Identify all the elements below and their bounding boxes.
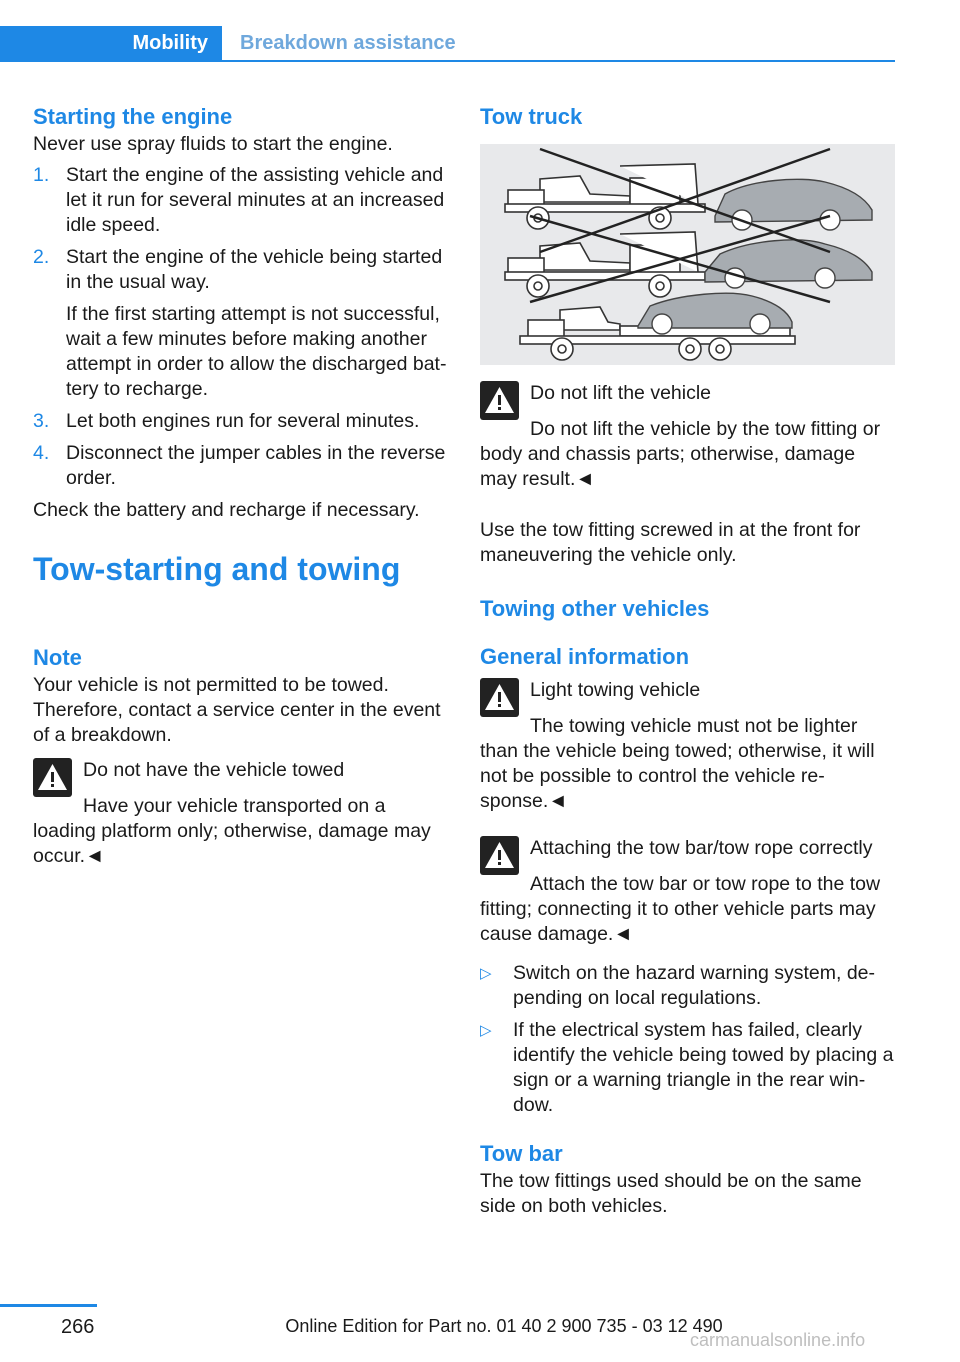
starting-intro: Never use spray fluids to start the engine. [33,133,393,155]
warning-triangle-icon [480,678,519,717]
warning-triangle-icon [480,836,519,875]
tow-bar-text: The tow fittings used should be on the same side on both vehicles. [480,1170,862,1217]
step-text: Start the engine of the assisting vehicle and let it run for several minutes at an increased idle speed. [66,164,445,236]
warning-do-not-lift [480,381,896,492]
warning-body: The towing vehicle must not be lighter than the vehicle being towed; otherwise, it will not be possible to control the vehicle re‐sponse.◄ [480,715,875,812]
warning-title: Light towing vehicle [530,679,701,701]
step-text: If the first starting attempt is not successful, wait a few minutes before making another attempt in order to allow the discharged bat‐tery to recharge. [66,303,447,400]
tow-truck-illustration [480,144,895,365]
warning-triangle-icon [480,381,519,420]
warning-body: Have your vehicle transported on a loading platform only; otherwise, damage may occur.◄ [33,795,431,867]
warning-title: Attaching the tow bar/tow rope correctly [530,837,873,859]
starting-engine-heading: Starting the engine [33,104,233,129]
step-item [33,409,449,434]
step-text: Start the engine of the vehicle being started in the usual way. [66,246,443,293]
tow-fitting-text: Use the tow fitting screwed in at the front for maneuvering the vehicle only. [480,519,861,566]
edition-text: Online Edition for Part no. 01 40 2 900 735 - 03 12 490 [285,1316,723,1336]
warning-light-towing [480,678,896,814]
warning-title: Do not lift the vehicle [530,382,712,404]
right-column [480,102,896,1219]
step-number: 3. [33,410,50,432]
battery-note: Check the battery and recharge if necessary. [33,499,420,521]
warning-body: Attach the tow bar or tow rope to the tow fitting; connecting it to other vehicle parts may cause damage.◄ [480,873,881,945]
step-number: 1. [33,164,50,186]
section-tab: Mobility [0,26,222,60]
warning-attach-tow-bar [480,836,896,947]
page-number: 266 [61,1316,95,1338]
step-item [33,441,449,491]
bullet-text: If the electrical system has failed, clearly identify the vehicle being towed by placing a sign or a warning triangle in the rear win‐dow. [513,1019,894,1116]
header-rule [0,60,895,62]
general-info-heading: General information [480,644,690,669]
step-item [33,245,449,402]
bullet-triangle-icon: ▷ [480,965,492,982]
note-heading: Note [33,645,82,670]
step-item [33,163,449,238]
warning-triangle-icon [33,758,72,797]
list-item [480,961,896,1011]
footer-rule [0,1304,97,1307]
bullet-triangle-icon: ▷ [480,1022,492,1039]
warning-body: Do not lift the vehicle by the tow fitting or body and chassis parts; otherwise, damage may result.◄ [480,418,881,490]
steps-list [33,163,449,491]
step-text: Disconnect the jumper cables in the reverse order. [66,442,446,489]
tow-truck-heading: Tow truck [480,104,583,129]
step-text: Let both engines run for several minutes. [66,410,420,432]
list-item [480,1018,896,1118]
warning-not-towed [33,758,449,869]
step-number: 2. [33,246,50,268]
left-column [33,102,449,869]
bullet-text: Switch on the hazard warning system, de‐pending on local regulations. [513,962,876,1009]
chapter-title: Breakdown assistance [240,32,456,54]
page-header [0,26,895,62]
tow-starting-heading: Tow-starting and towing [33,551,401,587]
watermark: carmanualsonline.info [690,1330,866,1350]
tow-bar-heading: Tow bar [480,1141,563,1166]
towing-other-heading: Towing other vehicles [480,596,710,621]
towing-bullets [480,961,896,1118]
note-text: Your vehicle is not permitted to be towed. Therefore, contact a service center in the event of a breakdown. [33,674,441,746]
step-number: 4. [33,442,50,464]
warning-title: Do not have the vehicle towed [83,759,345,781]
